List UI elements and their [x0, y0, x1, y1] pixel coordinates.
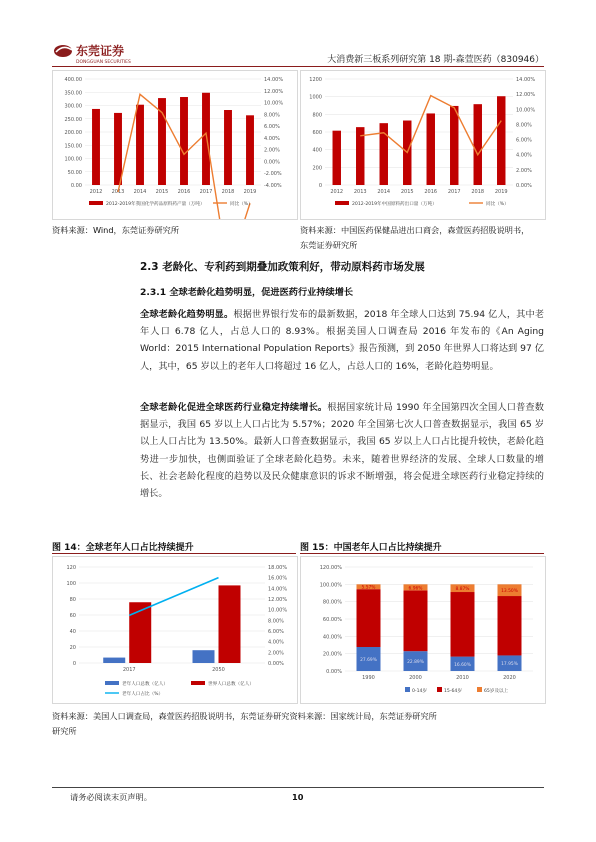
x-tick-label: 2010: [456, 675, 469, 681]
data-label: 16.60%: [454, 662, 471, 668]
bar: [92, 109, 100, 185]
subsection-title: 2.3.1 全球老龄化趋势明显，促进医药行业持续增长: [140, 287, 354, 298]
y-tick-label: 80.00%: [322, 599, 342, 606]
x-tick-label: 2017: [199, 189, 213, 195]
y-tick-label: 80: [69, 597, 76, 603]
paragraph-pharma-growth: [140, 399, 544, 502]
bar: [246, 115, 254, 185]
y-tick-label: 200: [312, 165, 322, 172]
logo-cn: 东莞证券: [76, 44, 125, 58]
y-tick-label: 400: [312, 147, 322, 154]
y2-tick-label: 18.00%: [268, 565, 288, 571]
y-tick-label: 100.00: [64, 156, 82, 163]
fig15-rule: [300, 553, 544, 554]
y2-tick-label: 8.00%: [268, 618, 284, 625]
bar: [180, 97, 188, 185]
legend-label: 0-14岁: [412, 689, 428, 694]
legend-label-bar: 2012-2019年中国原料药出口量（万吨）: [352, 202, 437, 207]
page-number: 10: [292, 792, 304, 802]
chart-api-production: [52, 70, 298, 220]
x-tick-label: 2013: [111, 189, 125, 195]
y2-tick-label: -2.00%: [264, 171, 282, 178]
source-left: 资料来源：Wind，东莞证券研究所: [52, 225, 180, 235]
data-label: 8.87%: [455, 587, 470, 593]
legend-swatch: [477, 687, 482, 692]
series-line: [129, 578, 218, 616]
x-tick-label: 2019: [494, 189, 508, 195]
y2-tick-label: 4.00%: [264, 135, 280, 142]
legend-swatch: [437, 687, 442, 692]
x-tick-label: 2016: [424, 189, 438, 195]
fig14-title: 图 14：全球老年人口占比持续提升: [52, 543, 194, 553]
stack-segment: [451, 592, 475, 657]
data-label: 17.95%: [501, 662, 518, 668]
logo-mark: [52, 40, 162, 66]
y2-tick-label: 8.00%: [516, 122, 532, 129]
y2-tick-label: 10.00%: [268, 607, 288, 614]
y2-tick-label: 14.00%: [516, 77, 536, 83]
legend-swatch: [405, 687, 410, 692]
legend-swatch-bar: [89, 201, 103, 205]
y-tick-label: 150.00: [64, 143, 82, 150]
legend-label: 65岁及以上: [484, 689, 509, 694]
fig15-title: 图 15：中国老年人口占比持续提升: [300, 543, 442, 553]
y-tick-label: 1000: [309, 94, 322, 101]
y2-tick-label: 12.00%: [268, 597, 288, 603]
legend-label-bar: 2012-2019年我国化学药品原料药产量（万吨）: [106, 202, 205, 207]
legend-label-world: 世界人口总数（亿人）: [208, 682, 254, 687]
y-tick-label: 120.00%: [319, 565, 342, 571]
x-tick-label: 2014: [133, 189, 147, 195]
legend-swatch-elderly: [105, 681, 119, 685]
y2-tick-label: 2.00%: [264, 147, 280, 154]
data-label: 22.89%: [407, 660, 424, 666]
logo-en: DONGGUAN SECURITIES: [76, 60, 131, 65]
y2-tick-label: 4.00%: [516, 152, 532, 159]
y-tick-label: 0.00%: [326, 669, 342, 675]
y2-tick-label: 0.00%: [264, 159, 280, 166]
y-tick-label: 0.00: [70, 183, 82, 189]
x-tick-label: 2015: [155, 189, 169, 195]
y-tick-label: 40: [69, 629, 76, 635]
x-tick-label: 1990: [362, 675, 375, 681]
data-label: 13.50%: [501, 589, 518, 595]
chart-china-aging-svg: [301, 557, 545, 703]
data-label: 6.96%: [408, 586, 423, 592]
x-tick-label: 2012: [330, 189, 344, 195]
section-title: 2.3 老龄化、专利药到期叠加政策利好，带动原料药市场发展: [140, 261, 425, 273]
x-tick-label: 2014: [377, 189, 391, 195]
y-tick-label: 350.00: [64, 90, 82, 97]
legend-label-elderly: 老年人口总数（亿人）: [122, 682, 168, 687]
y2-tick-label: 0.00%: [516, 183, 532, 189]
y2-tick-label: 6.00%: [268, 629, 284, 635]
bar: [224, 110, 232, 185]
bar-world: [219, 585, 241, 663]
y2-tick-label: 2.00%: [268, 650, 284, 657]
y-tick-label: 100.00%: [319, 582, 342, 589]
chart-api-export-svg: [301, 71, 545, 219]
paragraph-pharma-lead: 全球老龄化促进全球医药行业稳定持续增长。: [140, 402, 328, 413]
bar: [202, 93, 210, 185]
y-tick-label: 0: [318, 183, 322, 189]
legend-swatch-world: [191, 681, 205, 685]
y-tick-label: 300.00: [64, 103, 82, 110]
fig14-rule: [52, 553, 296, 554]
chart-api-production-svg: [53, 71, 297, 219]
y-tick-label: 60.00%: [322, 617, 342, 623]
y-tick-label: 100: [66, 581, 76, 587]
source-bottom-2: 研究所: [52, 726, 77, 736]
y-tick-label: 20.00%: [322, 651, 342, 658]
y-tick-label: 400.00: [64, 77, 82, 83]
bar: [474, 104, 482, 185]
y-tick-label: 120: [66, 565, 76, 571]
source-right-1: 资料来源：中国医药保健品进出口商会，森萱医药招股说明书，: [300, 225, 530, 235]
chart-api-export: [300, 70, 546, 220]
y-tick-label: 1200: [309, 77, 322, 83]
stack-segment: [498, 596, 522, 655]
y2-tick-label: 12.00%: [264, 88, 284, 95]
bar: [136, 105, 144, 185]
legend-label-ratio: 老年人口占比（%）: [122, 692, 164, 697]
source-bottom-1: 资料来源：美国人口调查局，森萱医药招股说明书，东莞证券研究资料来源：国家统计局，东莞证券研究所: [52, 711, 437, 721]
data-label: 5.57%: [361, 585, 376, 591]
y2-tick-label: 4.00%: [268, 639, 284, 646]
y2-tick-label: 0.00%: [268, 661, 284, 667]
data-label: 27.69%: [360, 658, 377, 664]
header-rule: [52, 66, 544, 67]
paragraph-aging-lead: 全球老龄化趋势明显。: [140, 309, 234, 320]
x-tick-label: 2018: [221, 189, 235, 195]
chart-china-aging: [300, 556, 546, 704]
x-tick-label: 2016: [177, 189, 191, 195]
y-tick-label: 20: [69, 645, 76, 651]
y2-tick-label: 12.00%: [516, 92, 536, 99]
y-tick-label: 250.00: [64, 116, 82, 123]
x-tick-label: 2000: [409, 675, 422, 681]
bar-elderly: [193, 650, 215, 663]
x-tick-label: 2017: [122, 667, 136, 673]
y2-tick-label: 10.00%: [264, 100, 284, 107]
bar: [497, 96, 505, 185]
x-tick-label: 2019: [243, 189, 257, 195]
stack-segment: [357, 589, 381, 647]
y-tick-label: 600: [312, 130, 322, 136]
y2-tick-label: -4.00%: [264, 183, 282, 189]
y2-tick-label: 6.00%: [516, 137, 532, 144]
y2-tick-label: 2.00%: [516, 167, 532, 174]
y-tick-label: 800: [312, 112, 322, 119]
x-tick-label: 2020: [503, 675, 516, 681]
x-tick-label: 2050: [212, 667, 225, 673]
y2-tick-label: 8.00%: [264, 112, 280, 119]
bar: [450, 106, 458, 185]
bar: [427, 113, 435, 185]
y2-tick-label: 10.00%: [516, 107, 536, 114]
paragraph-aging-body: 根据世界银行发布的最新数据，2018 年全球人口达到 75.94 亿人，其中老年人口 6.78 亿人，占总人口的 8.93%。根据美国人口调查局 2016 年发布的《An Aging World：2015 International Population Reports》报告预测，到 2050 年世界人口将达到 97 亿人，其中，65 岁以上的老年人口将超过 16 亿人，占总人口的 16%，老龄化趋势明显。: [140, 309, 545, 372]
y-tick-label: 200.00: [64, 130, 82, 136]
y2-tick-label: 16.00%: [268, 575, 288, 582]
stack-segment: [404, 590, 428, 651]
paragraph-pharma-body: 根据国家统计局 1990 年全国第四次全国人口普查数据显示，我国 65 岁以上人口占比为 5.57%；2020 年全国第七次人口普查数据显示，我国 65 岁以上人口占比为 13.50%。最新人口普查数据显示，我国 65 岁以上人口占比提升较快，老龄化趋势进一步加快，也侧面验证了全球老龄化趋势。未来，随着世界经济的发展、全球人口数量的增长、社会老龄化程度的趋势以及民众健康意识的诉求不断增强，将会促进全球医药行业稳定持续的增长。: [140, 402, 544, 500]
chart-global-aging: [52, 556, 298, 704]
source-right-2: 东莞证券研究所: [300, 240, 358, 250]
bar: [114, 113, 122, 185]
paragraph-aging: [140, 306, 544, 375]
x-tick-label: 2015: [400, 189, 414, 195]
y-tick-label: 60: [69, 613, 76, 619]
legend-swatch-bar: [335, 201, 349, 205]
x-tick-label: 2018: [471, 189, 485, 195]
legend-label: 15-64岁: [444, 689, 462, 694]
y2-tick-label: 14.00%: [268, 586, 288, 593]
footer-disclaimer: 请务必阅读末页声明。: [70, 792, 152, 802]
bar-elderly: [103, 658, 125, 663]
y2-tick-label: 6.00%: [264, 124, 280, 131]
y-tick-label: 0: [72, 661, 76, 667]
bar: [333, 131, 341, 185]
y-tick-label: 40.00%: [322, 634, 342, 641]
y2-tick-label: 14.00%: [264, 77, 284, 83]
footer-rule: [52, 787, 544, 788]
x-tick-label: 2012: [89, 189, 103, 195]
report-title: 大消费新三板系列研究第 18 期-森萱医药（830946）: [327, 55, 544, 65]
y-tick-label: 50.00: [67, 169, 82, 176]
chart-global-aging-svg: [53, 557, 297, 703]
x-tick-label: 2013: [353, 189, 367, 195]
legend-label-line: 同比（%）: [230, 202, 253, 207]
legend-label-line: 同比（%）: [486, 202, 509, 207]
x-tick-label: 2017: [447, 189, 461, 195]
